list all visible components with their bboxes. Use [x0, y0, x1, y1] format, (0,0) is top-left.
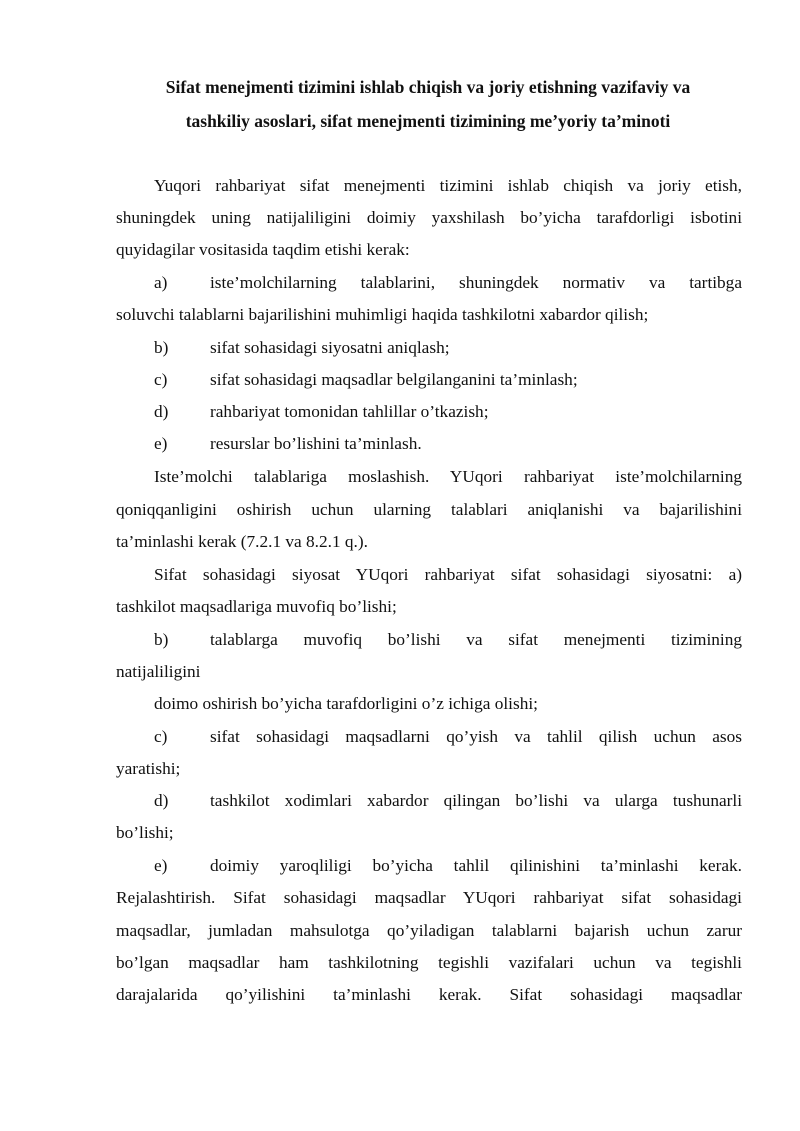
list-item-text: rahbariyat tomonidan tahlillar o’tkazish; — [210, 402, 489, 421]
paragraph-line: ta’minlashi kerak (7.2.1 va 8.2.1 q.). — [116, 532, 368, 551]
list-item-text: sifat sohasidagi siyosatni aniqlash; — [210, 338, 450, 357]
list-item-text: resurslar bo’lishini ta’minlash. — [210, 434, 422, 453]
list-marker: d) — [154, 791, 169, 810]
list-item-text: doimiy yaroqliligi bo’yicha tahlil qilinishini ta’minlashi kerak. — [210, 856, 742, 875]
list-marker: c) — [154, 727, 168, 746]
list-item-text: talablarga muvofiq bo’lishi va sifat menejmenti tizimining — [210, 630, 742, 649]
paragraph-line: doimo oshirish bo’yicha tarafdorligini o’z ichiga olishi; — [154, 694, 538, 713]
paragraph-line: Yuqori rahbariyat sifat menejmenti tizimini ishlab chiqish va joriy etish, — [154, 176, 742, 195]
paragraph-line: soluvchi talablarni bajarilishini muhimligi haqida tashkilotni xabardor qilish; — [116, 305, 649, 324]
paragraph-line: tashkilot maqsadlariga muvofiq bo’lishi; — [116, 597, 397, 616]
list-item-text: iste’molchilarning talablarini, shuningdek normativ va tartibga — [210, 273, 742, 292]
paragraph-line: quyidagilar vositasida taqdim etishi kerak: — [116, 240, 410, 259]
list-marker: d) — [154, 402, 169, 421]
list-item-text: sifat sohasidagi maqsadlar belgilanganini ta’minlash; — [210, 370, 578, 389]
list-marker: e) — [154, 434, 168, 453]
list-item-text: tashkilot xodimlari xabardor qilingan bo’lishi va ularga tushunarli — [210, 791, 742, 810]
title-line: tashkiliy asoslari, sifat menejmenti tizimining me’yoriy ta’minoti — [185, 111, 671, 131]
list-item-text: sifat sohasidagi maqsadlarni qo’yish va tahlil qilish uchun asos — [210, 727, 742, 746]
list-marker: c) — [154, 370, 168, 389]
paragraph-line: bo’lishi; — [116, 823, 174, 842]
paragraph-line: yaratishi; — [116, 759, 181, 778]
paragraph-line: natijaliligini — [116, 662, 201, 681]
paragraph-line: Sifat sohasidagi siyosat YUqori rahbariyat sifat sohasidagi siyosatni: a) — [154, 565, 742, 584]
paragraph-line: darajalarida qo’yilishini ta’minlashi kerak. Sifat sohasidagi maqsadlar — [116, 985, 742, 1004]
paragraph-line: shuningdek uning natijaliligini doimiy yaxshilash bo’yicha tarafdorligi isbotini — [116, 208, 742, 227]
paragraph-line: qoniqqanligini oshirish uchun ularning talablari aniqlanishi va bajarilishini — [116, 500, 742, 519]
paragraph-line: Rejalashtirish. Sifat sohasidagi maqsadlar YUqori rahbariyat sifat sohasidagi — [116, 888, 742, 907]
list-marker: b) — [154, 630, 169, 649]
title-line: Sifat menejmenti tizimini ishlab chiqish va joriy etishning vazifaviy va — [165, 77, 691, 97]
paragraph-line: Iste’molchi talablariga moslashish. YUqori rahbariyat iste’molchilarning — [154, 467, 742, 486]
list-marker: b) — [154, 338, 169, 357]
list-marker: a) — [154, 273, 168, 292]
paragraph-line: maqsadlar, jumladan mahsulotga qo’yiladigan talablarni bajarish uchun zarur — [116, 921, 742, 940]
list-marker: e) — [154, 856, 168, 875]
paragraph-line: bo’lgan maqsadlar ham tashkilotning tegishli vazifalari uchun va tegishli — [116, 953, 742, 972]
document-title — [100, 70, 756, 138]
